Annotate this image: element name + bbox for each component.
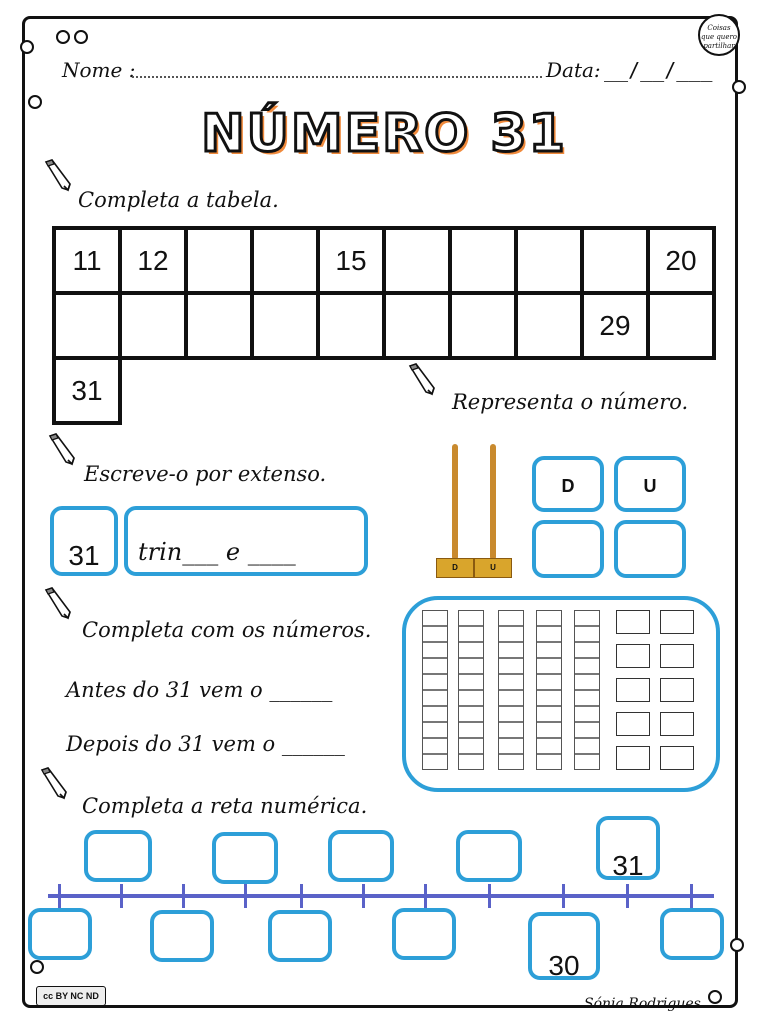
- table-cell[interactable]: [54, 293, 120, 358]
- frame-ring-icon: [56, 30, 70, 44]
- table-cell[interactable]: [516, 228, 582, 293]
- line-box-bottom[interactable]: [268, 910, 332, 962]
- units-label-box: U: [614, 456, 686, 512]
- number-line-tick: [690, 884, 693, 908]
- line-box-bottom[interactable]: [392, 908, 456, 960]
- base-ten-blocks-panel: [402, 596, 720, 792]
- cc-license-badge: cc BY NC ND: [36, 986, 106, 1006]
- line-box-bottom[interactable]: [150, 910, 214, 962]
- ten-rod: [536, 610, 562, 770]
- unit-cube: [616, 610, 650, 634]
- pencil-icon: [40, 158, 74, 192]
- pencil-icon: [36, 766, 70, 800]
- table-cell[interactable]: 12: [120, 228, 186, 293]
- number-line-tick: [182, 884, 185, 908]
- table-cell[interactable]: [516, 293, 582, 358]
- after-line[interactable]: Depois do 31 vem o ______: [66, 732, 345, 756]
- table-row: [54, 293, 714, 358]
- date-field[interactable]: __/__/___: [604, 58, 713, 82]
- extenso-instruction: Escreve-o por extenso.: [84, 462, 327, 486]
- tens-answer-box[interactable]: [532, 520, 604, 578]
- unit-cube: [660, 610, 694, 634]
- unit-cube: [660, 746, 694, 770]
- frame-ring-icon: [30, 960, 44, 974]
- ten-rod: [422, 610, 448, 770]
- numbers-instruction: Completa com os números.: [82, 618, 372, 642]
- table-cell[interactable]: 15: [318, 228, 384, 293]
- line-box-bottom[interactable]: [660, 908, 724, 960]
- unit-cube: [616, 746, 650, 770]
- table-cell[interactable]: [450, 228, 516, 293]
- frame-ring-icon: [74, 30, 88, 44]
- page-title: NÚMERO 31: [201, 104, 567, 164]
- abacus-rod-tens: [452, 444, 458, 560]
- date-label: Data:: [546, 58, 601, 82]
- table-cell[interactable]: [582, 228, 648, 293]
- pencil-icon: [44, 432, 78, 466]
- before-line[interactable]: Antes do 31 vem o ______: [66, 678, 333, 702]
- number-line-tick: [626, 884, 629, 908]
- unit-cube: [616, 644, 650, 668]
- abacus-label-units: U: [474, 558, 512, 578]
- table-cell[interactable]: 11: [54, 228, 120, 293]
- table-cell[interactable]: [318, 293, 384, 358]
- unit-cube: [616, 678, 650, 702]
- abacus-rod-units: [490, 444, 496, 560]
- name-label: Nome :: [62, 58, 136, 82]
- ten-rod: [458, 610, 484, 770]
- number-line-tick: [300, 884, 303, 908]
- table-cell[interactable]: [186, 228, 252, 293]
- number-line-tick: [362, 884, 365, 908]
- tens-label-box: D: [532, 456, 604, 512]
- table-instruction: Completa a tabela.: [78, 188, 279, 212]
- line-box-top[interactable]: 31: [596, 816, 660, 880]
- number-line-tick: [120, 884, 123, 908]
- table-cell[interactable]: [252, 228, 318, 293]
- units-answer-box[interactable]: [614, 520, 686, 578]
- unit-cube: [660, 644, 694, 668]
- unit-cube: [660, 678, 694, 702]
- line-box-top[interactable]: [212, 832, 278, 884]
- table-cell[interactable]: 31: [54, 358, 120, 423]
- line-instruction: Completa a reta numérica.: [82, 794, 368, 818]
- table-cell[interactable]: [120, 293, 186, 358]
- number-line: [48, 894, 714, 898]
- number-box: 31: [50, 506, 118, 576]
- table-cell[interactable]: [186, 293, 252, 358]
- abacus-label-tens: D: [436, 558, 474, 578]
- table-row: [54, 228, 714, 293]
- frame-ring-icon: [732, 80, 746, 94]
- number-line-tick: [488, 884, 491, 908]
- line-box-bottom[interactable]: [28, 908, 92, 960]
- line-box-top[interactable]: [456, 830, 522, 882]
- ten-rod: [498, 610, 524, 770]
- author-credit: Sónia Rodrigues: [584, 996, 701, 1012]
- extenso-answer-box[interactable]: trin___ e ____: [124, 506, 368, 576]
- number-line-tick: [424, 884, 427, 908]
- line-box-top[interactable]: [84, 830, 152, 882]
- unit-cube: [660, 712, 694, 736]
- table-cell[interactable]: [384, 228, 450, 293]
- frame-ring-icon: [708, 990, 722, 1004]
- pencil-icon: [404, 362, 438, 396]
- unit-cube: [616, 712, 650, 736]
- frame-ring-icon: [730, 938, 744, 952]
- table-cell[interactable]: [384, 293, 450, 358]
- number-line-tick: [562, 884, 565, 908]
- represent-instruction: Representa o número.: [452, 390, 689, 414]
- table-cell[interactable]: [648, 293, 714, 358]
- logo: Coisas que quero partilhar: [698, 14, 740, 56]
- line-box-top[interactable]: [328, 830, 394, 882]
- name-field[interactable]: [132, 76, 542, 78]
- table-cell[interactable]: 20: [648, 228, 714, 293]
- number-line-tick: [58, 884, 61, 908]
- table-cell[interactable]: 29: [582, 293, 648, 358]
- number-line-tick: [244, 884, 247, 908]
- line-box-bottom[interactable]: 30: [528, 912, 600, 980]
- table-cell[interactable]: [252, 293, 318, 358]
- ten-rod: [574, 610, 600, 770]
- pencil-icon: [40, 586, 74, 620]
- table-cell[interactable]: [450, 293, 516, 358]
- frame-ring-icon: [20, 40, 34, 54]
